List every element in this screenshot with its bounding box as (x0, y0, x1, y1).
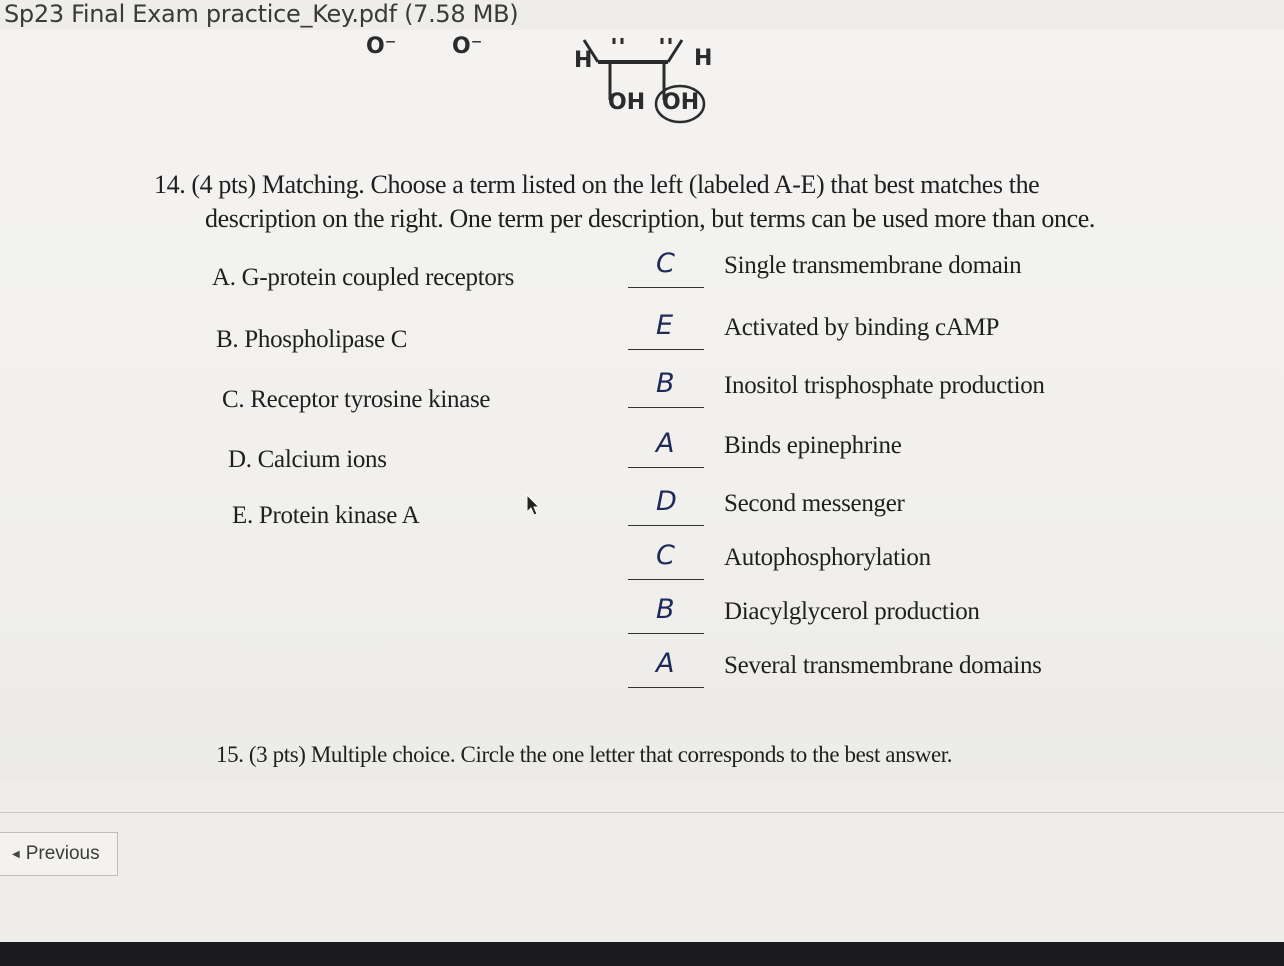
viewer-footer-area (0, 780, 1284, 942)
hydrogen-left-label: H (574, 48, 593, 73)
handwritten-answer: B (656, 368, 675, 399)
handwritten-answer: C (656, 540, 675, 571)
handwritten-answer: A (656, 648, 675, 679)
match-description: Inositol trisphosphate production (724, 372, 1045, 399)
handwritten-answer: D (656, 486, 677, 517)
match-description: Single transmembrane domain (724, 252, 1022, 279)
handwritten-answer: B (656, 594, 675, 625)
file-title: Sp23 Final Exam practice_Key.pdf (7.58 MB) (4, 0, 519, 28)
term-c: C. Receptor tyrosine kinase (222, 386, 491, 413)
match-description: Diacylglycerol production (724, 598, 980, 625)
term-e: E. Protein kinase A (232, 502, 420, 529)
match-description: Activated by binding cAMP (724, 314, 1000, 341)
match-description: Binds epinephrine (724, 432, 902, 459)
match-row-6 (628, 540, 1128, 586)
match-row-1 (628, 248, 1128, 294)
question-14-line-1: 14. (4 pts) Matching. Choose a term listed on the left (labeled A-E) that best matches the (154, 170, 1040, 199)
mouse-cursor-icon (526, 494, 542, 518)
match-description: Second messenger (724, 490, 905, 517)
hydroxyl-right-label: OH (662, 90, 700, 115)
chevron-left-icon: ◀ (12, 848, 20, 860)
ring-structure-diagram (570, 30, 720, 130)
hydrogen-right-label: H (694, 46, 713, 71)
screen-bottom-bezel (0, 942, 1284, 966)
oxygen-anion-right: O⁻ (452, 34, 483, 59)
match-row-7 (628, 594, 1128, 640)
handwritten-answer: A (656, 428, 675, 459)
match-row-2 (628, 310, 1128, 356)
pdf-page-view[interactable] (0, 30, 1284, 780)
hydroxyl-left-label: OH (608, 90, 646, 115)
term-a: A. G-protein coupled receptors (212, 264, 514, 291)
question-14-line-2: description on the right. One term per description, but terms can be used more than once. (205, 204, 1096, 233)
previous-button-label: Previous (25, 843, 100, 864)
match-row-4 (628, 428, 1128, 474)
match-row-3 (628, 368, 1128, 414)
match-row-8 (628, 648, 1128, 694)
question-15-line-1: 15. (3 pts) Multiple choice. Circle the one letter that corresponds to the best answer. (216, 742, 953, 767)
previous-button[interactable] (0, 832, 118, 876)
handwritten-answer: C (656, 248, 675, 279)
match-row-5 (628, 486, 1128, 532)
oxygen-anion-left: O⁻ (366, 34, 397, 59)
match-description: Several transmembrane domains (724, 652, 1042, 679)
term-d: D. Calcium ions (228, 446, 387, 473)
handwritten-answer: E (656, 310, 674, 341)
match-description: Autophosphorylation (724, 544, 931, 571)
term-b: B. Phospholipase C (216, 326, 408, 353)
footer-divider (0, 812, 1284, 813)
